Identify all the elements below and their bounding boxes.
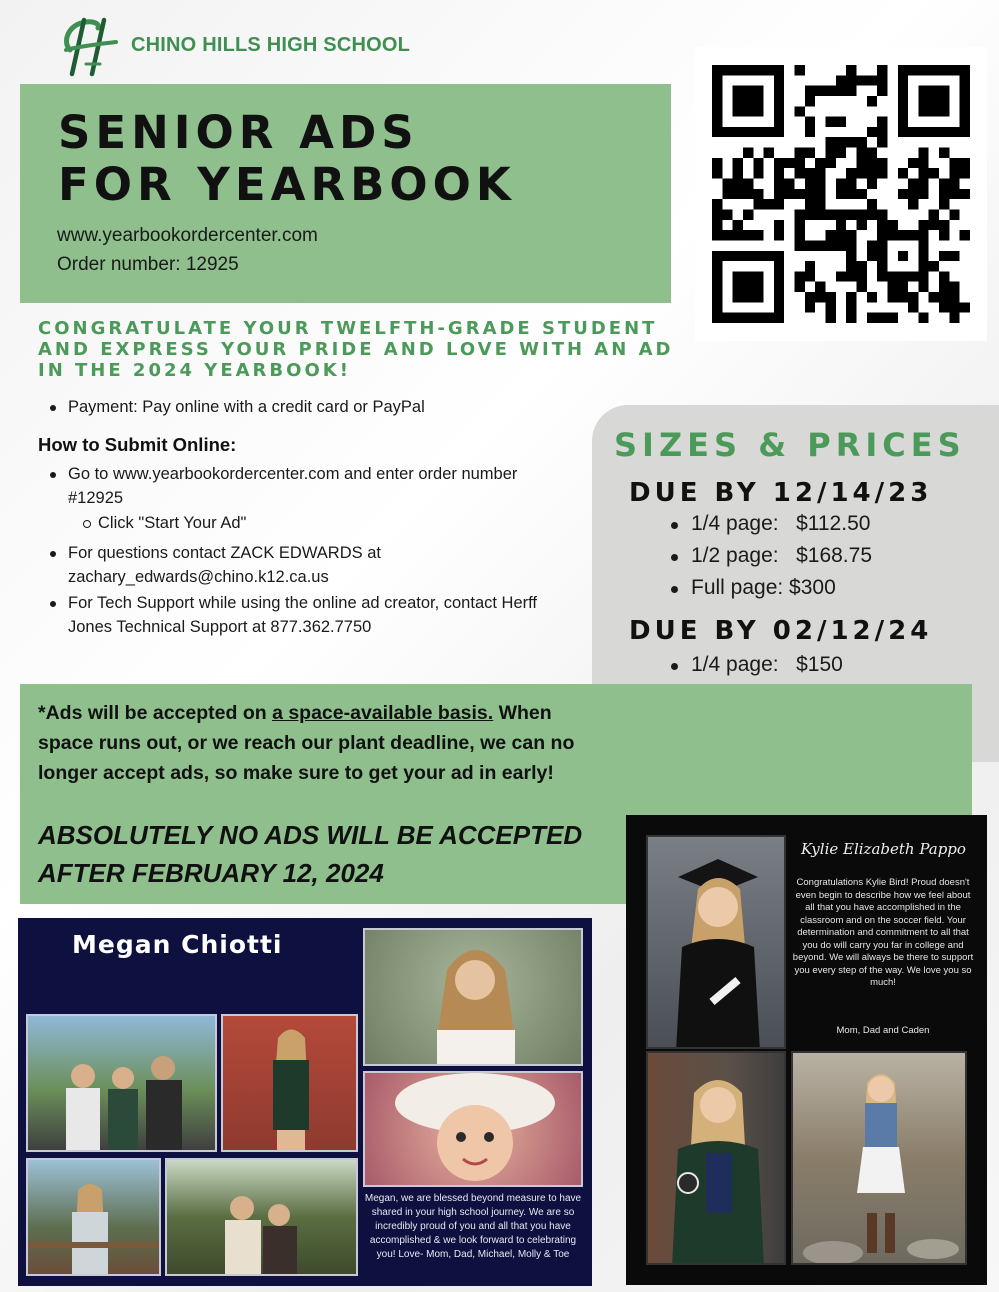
school-name: CHINO HILLS HIGH SCHOOL xyxy=(131,34,411,56)
sizes-prices-title: SIZES & PRICES xyxy=(614,426,966,464)
deadline-1-label: DUE BY 12/14/23 xyxy=(629,478,933,508)
qr-code-icon[interactable] xyxy=(712,65,970,323)
kylie-ad-signature: Mom, Dad and Caden xyxy=(836,1025,930,1036)
submit-step-1-sub: Click "Start Your Ad" xyxy=(98,511,246,535)
price-row: 1/4 page: $150 xyxy=(691,653,843,676)
title-block xyxy=(20,84,671,303)
sample-ad-kylie xyxy=(626,815,987,1285)
deadline-warning: ABSOLUTELY NO ADS WILL BE ACCEPTED AFTER FEBRUARY 12, 2024 xyxy=(38,820,583,888)
order-number: Order number: 12925 xyxy=(57,254,239,275)
megan-ad-name: Megan Chiotti xyxy=(72,930,283,959)
how-to-submit-heading: How to Submit Online: xyxy=(38,434,237,455)
photo-letterman xyxy=(646,1051,786,1265)
photo-bridge xyxy=(26,1158,161,1276)
deadline-2-label: DUE BY 02/12/24 xyxy=(629,616,933,646)
price-row: 1/2 page: $168.75 xyxy=(691,544,872,567)
photo-portrait xyxy=(363,928,583,1066)
website-link[interactable]: www.yearbookordercenter.com xyxy=(57,225,318,246)
photo-friends xyxy=(165,1158,358,1276)
congrats-headline: CONGRATULATE YOUR TWELFTH-GRADE STUDENT AND EXPRESS YOUR PRIDE AND LOVE WITH AN AD IN THE 2024 YEARBOOK! xyxy=(38,318,674,381)
photo-childhood xyxy=(363,1071,583,1187)
title-line-1: SENIOR ADS xyxy=(58,106,419,159)
photo-graduation xyxy=(646,835,786,1049)
kylie-ad-name: Kylie Elizabeth Pappo xyxy=(801,840,966,858)
payment-info: Payment: Pay online with a credit card or PayPal xyxy=(68,395,425,419)
photo-track xyxy=(221,1014,358,1152)
price-row: 1/4 page: $112.50 xyxy=(691,512,871,535)
sample-ad-megan xyxy=(18,918,592,1286)
price-row: Full page: $300 xyxy=(691,576,836,599)
notice-prefix: *Ads will be accepted on xyxy=(38,702,273,724)
ch-monogram-icon xyxy=(56,16,120,78)
megan-ad-caption: Megan, we are blessed beyond measure to have shared in your high school journey. We are so incredibly proud of you and all that you have accomplished & we look forward to celebrating you! Love- Mom, Dad, Michael, Molly & Toe xyxy=(364,1193,582,1260)
submit-step-1: Go to www.yearbookordercenter.com and enter order number #12925 xyxy=(68,462,538,510)
kylie-ad-message: Congratulations Kylie Bird! Proud doesn't even begin to describe how we feel about all that you have accomplished in the classroom and on the soccer field. Your determination and commitment to all that you do will carry you far in college and beyond. We will always be there to support you every step of the way. We love you so much! xyxy=(792,877,974,988)
title-line-2: FOR YEARBOOK xyxy=(58,158,516,211)
notice-rest: When space runs out, or we reach our plant deadline, we can no longer accept ads, so make sure to get your ad in early! xyxy=(38,702,575,784)
photo-family-group xyxy=(26,1014,217,1152)
qr-code-panel xyxy=(695,47,987,341)
photo-outdoor xyxy=(791,1051,967,1265)
questions-contact: For questions contact ZACK EDWARDS at zachary_edwards@chino.k12.ca.us xyxy=(68,541,488,589)
notice-text xyxy=(38,698,598,788)
notice-underlined: a space-available basis. xyxy=(272,702,494,724)
tech-support-contact: For Tech Support while using the online ad creator, contact Herff Jones Technical Support at 877.362.7750 xyxy=(68,591,548,639)
